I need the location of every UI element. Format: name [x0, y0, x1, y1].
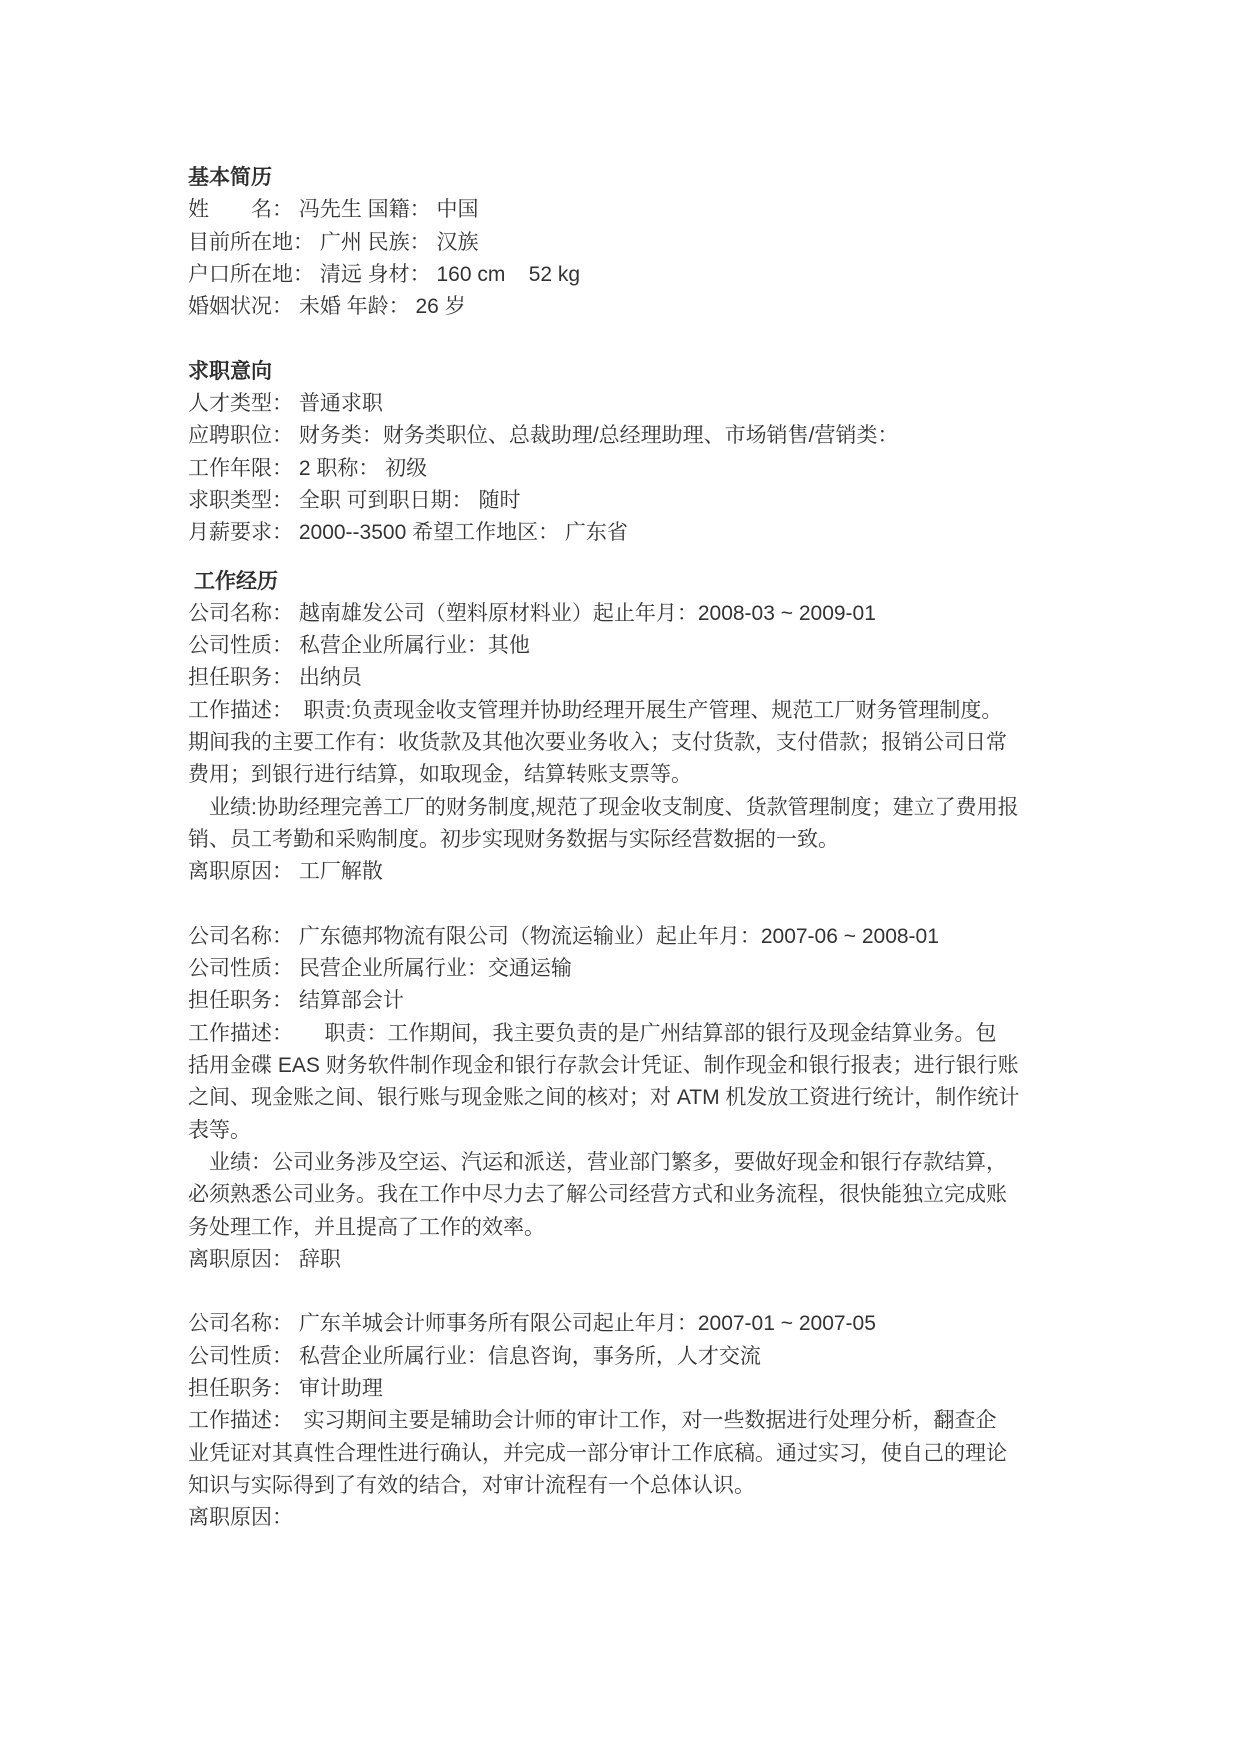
- job-description-line: 业凭证对其真性合理性进行确认，并完成一部分审计工作底稿。通过实习，使自己的理论: [188, 1441, 1007, 1465]
- info-line-hukou-body: 户口所在地： 清远 身材： 160 cm 52 kg: [188, 262, 581, 286]
- info-line-location-ethnicity: 目前所在地： 广州 民族： 汉族: [188, 230, 479, 254]
- job-leave-reason-line: 离职原因： 工厂解散: [188, 860, 383, 884]
- job-entry: [188, 921, 1058, 1276]
- basic-info-section: [188, 162, 1058, 323]
- job-position-line: 担任职务： 出纳员: [188, 666, 362, 690]
- job-nature-line: 公司性质： 私营企业所属行业：其他: [188, 634, 530, 658]
- job-entry: [188, 1308, 1058, 1534]
- job-description-line: 工作描述： 职责：工作期间，我主要负责的是广州结算部的银行及现金结算业务。包: [188, 1021, 997, 1045]
- intention-line-salary-area: 月薪要求： 2000--3500 希望工作地区： 广东省: [188, 521, 628, 545]
- job-description-line: 表等。: [188, 1118, 251, 1142]
- intention-line-positions: 应聘职位： 财务类：财务类职位、总裁助理/总经理助理、市场销售/营销类：: [188, 424, 899, 448]
- job-description-line: 必须熟悉公司业务。我在工作中尽力去了解公司经营方式和业务流程，很快能独立完成账: [188, 1183, 1007, 1207]
- job-intention-section: [188, 356, 1058, 550]
- job-description-line: 之间、现金账之间、银行账与现金账之间的核对；对 ATM 机发放工资进行统计，制作统计: [188, 1086, 1020, 1110]
- job-position-line: 担任职务： 审计助理: [188, 1376, 383, 1400]
- info-line-name-nationality: 姓 名： 冯先生 国籍： 中国: [188, 198, 479, 222]
- job-company-line: 公司名称： 广东羊城会计师事务所有限公司起止年月：2007-01 ~ 2007-05: [188, 1312, 876, 1336]
- intention-line-job-type: 求职类型： 全职 可到职日期： 随时: [188, 488, 521, 512]
- job-entry: [188, 598, 1058, 889]
- job-position-line: 担任职务： 结算部会计: [188, 989, 404, 1013]
- job-leave-reason-line: 离职原因：: [188, 1506, 293, 1530]
- section-title-basic-info: 基本简历: [188, 166, 272, 189]
- job-description-line: 知识与实际得到了有效的结合，对审计流程有一个总体认识。: [188, 1473, 755, 1497]
- job-description-line: 期间我的主要工作有：收货款及其他次要业务收入；支付货款，支付借款；报销公司日常: [188, 731, 1007, 755]
- job-description-line: 销、员工考勤和采购制度。初步实现财务数据与实际经营数据的一致。: [188, 827, 839, 851]
- intention-line-years-title: 工作年限： 2 职称： 初级: [188, 456, 428, 480]
- job-company-line: 公司名称： 越南雄发公司（塑料原材料业）起止年月：2008-03 ~ 2009-01: [188, 601, 876, 625]
- resume-page: [188, 162, 1058, 1534]
- job-description-line: 务处理工作，并且提高了工作的效率。: [188, 1215, 545, 1239]
- job-description-line: 费用；到银行进行结算，如取现金，结算转账支票等。: [188, 763, 692, 787]
- job-description-line: 业绩：公司业务涉及空运、汽运和派送，营业部门繁多，要做好现金和银行存款结算，: [188, 1150, 1007, 1174]
- job-nature-line: 公司性质： 民营企业所属行业：交通运输: [188, 957, 572, 981]
- info-line-marital-age: 婚姻状况： 未婚 年龄： 26 岁: [188, 295, 466, 319]
- job-nature-line: 公司性质： 私营企业所属行业：信息咨询，事务所，人才交流: [188, 1344, 761, 1368]
- job-leave-reason-line: 离职原因： 辞职: [188, 1247, 341, 1271]
- work-experience-section: [188, 566, 1058, 1535]
- section-title-job-intention: 求职意向: [188, 359, 272, 383]
- intention-line-talent-type: 人才类型： 普通求职: [188, 392, 383, 416]
- section-title-work-experience: 工作经历: [194, 569, 278, 593]
- job-description-line: 工作描述： 实习期间主要是辅助会计师的审计工作，对一些数据进行处理分析，翻查企: [188, 1409, 997, 1433]
- job-company-line: 公司名称： 广东德邦物流有限公司（物流运输业）起止年月：2007-06 ~ 2008-01: [188, 924, 939, 948]
- job-description-line: 括用金碟 EAS 财务软件制作现金和银行存款会计凭证、制作现金和银行报表；进行银行账: [188, 1054, 1019, 1078]
- job-description-line: 业绩:协助经理完善工厂的财务制度,规范了现金收支制度、货款管理制度；建立了费用报: [188, 795, 1019, 819]
- job-description-line: 工作描述： 职责:负责现金收支管理并协助经理开展生产管理、规范工厂财务管理制度。: [188, 698, 1003, 722]
